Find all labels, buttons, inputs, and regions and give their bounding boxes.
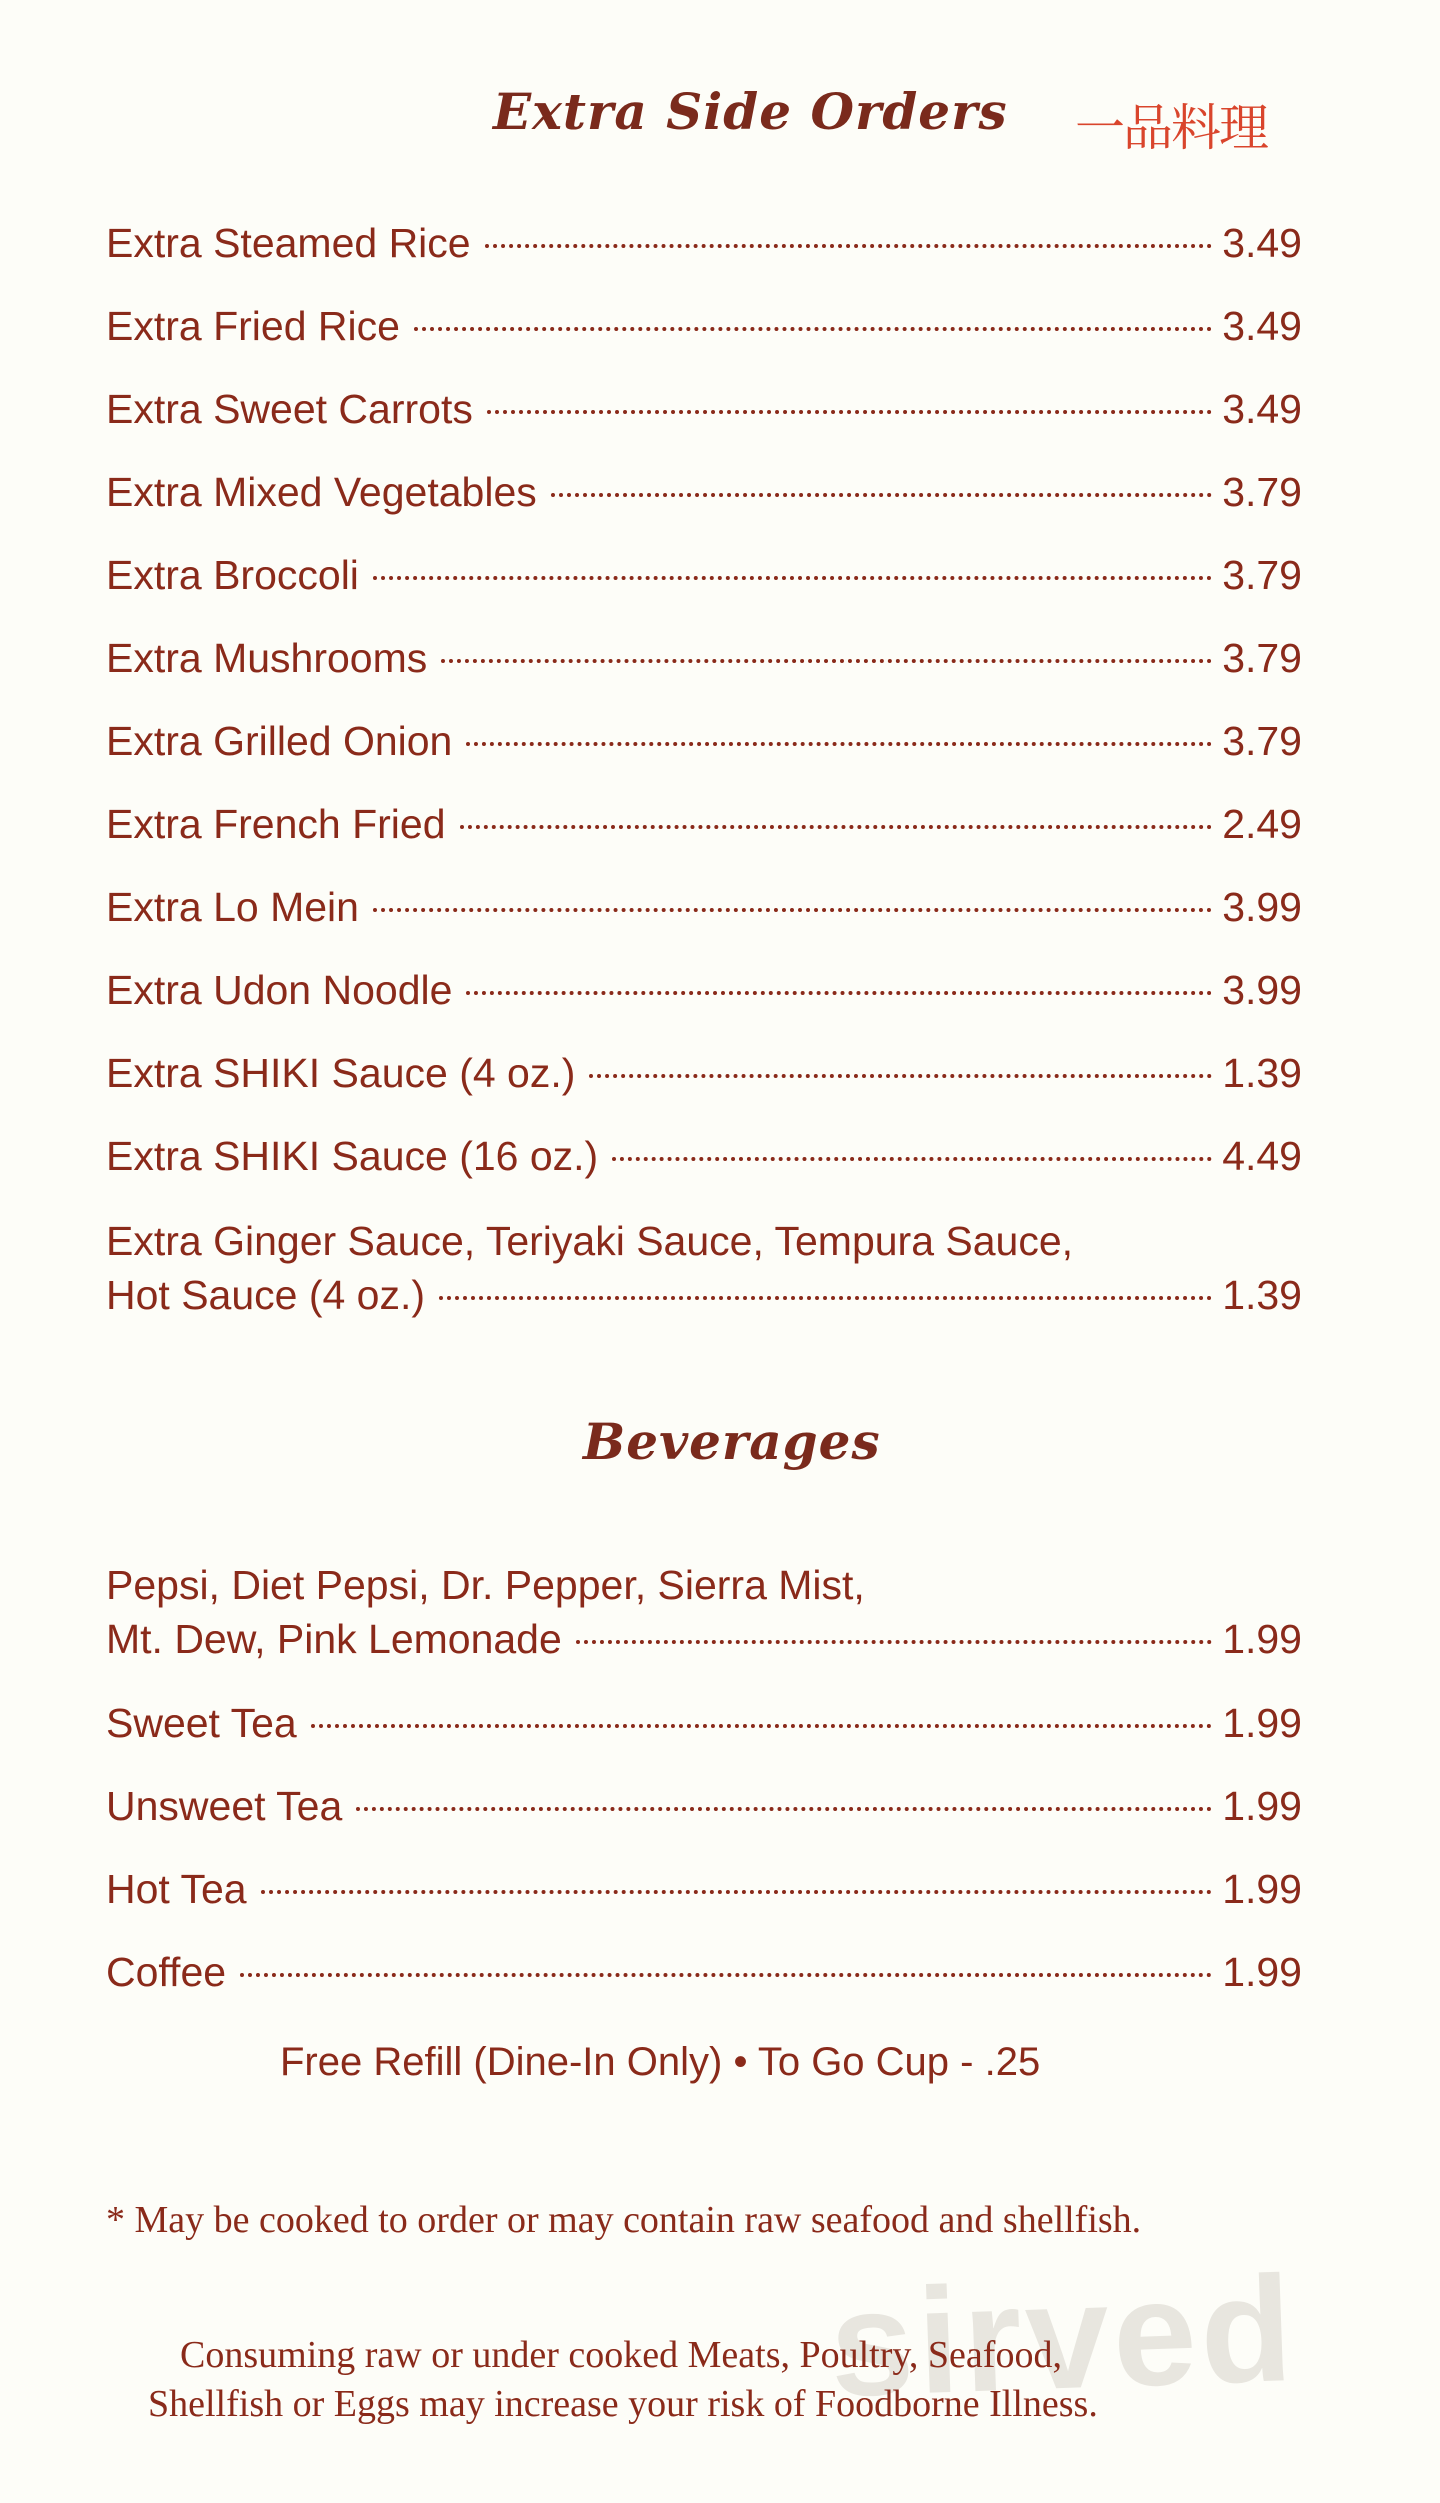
item-description-line: Extra Ginger Sauce, Teriyaki Sauce, Tempura Sauce,: [106, 1218, 1074, 1264]
dot-leader: [414, 327, 1212, 331]
dot-leader: [441, 659, 1212, 663]
item-name: Extra Mixed Vegetables: [106, 469, 537, 515]
item-price: 1.99: [1222, 1783, 1302, 1829]
foodborne-warning-line2: Shellfish or Eggs may increase your risk of Foodborne Illness.: [148, 2383, 1098, 2425]
dot-leader: [466, 991, 1212, 995]
item-name: Hot Sauce (4 oz.): [106, 1272, 426, 1318]
item-price: 1.99: [1222, 1866, 1302, 1912]
menu-item: [106, 967, 1302, 1014]
item-price: 3.79: [1222, 469, 1302, 515]
item-price: 1.99: [1222, 1616, 1302, 1662]
raw-seafood-notice: * May be cooked to order or may contain raw seafood and shellfish.: [106, 2199, 1142, 2241]
dot-leader: [551, 493, 1212, 497]
menu-item: [106, 303, 1302, 350]
menu-item: [106, 1700, 1302, 1747]
item-price: 1.99: [1222, 1700, 1302, 1746]
dot-leader: [460, 825, 1213, 829]
item-name: Extra Sweet Carrots: [106, 386, 473, 432]
menu-item: [106, 1050, 1302, 1097]
menu-item: [106, 884, 1302, 931]
dot-leader: [612, 1157, 1212, 1161]
menu-item: [106, 1272, 1302, 1319]
refill-note: Free Refill (Dine-In Only) • To Go Cup - .25: [280, 2040, 1041, 2084]
menu-item: [106, 1866, 1302, 1913]
item-price: 2.49: [1222, 801, 1302, 847]
menu-item: [106, 220, 1302, 267]
item-price: 4.49: [1222, 1133, 1302, 1179]
item-name: Extra Grilled Onion: [106, 718, 453, 764]
item-price: 3.79: [1222, 552, 1302, 598]
menu-item: [106, 1949, 1302, 1996]
menu-item: [106, 552, 1302, 599]
item-name: Extra Steamed Rice: [106, 220, 471, 266]
item-name: Extra French Fried: [106, 801, 446, 847]
menu-item: [106, 718, 1302, 765]
menu-item: [106, 801, 1302, 848]
menu-item: [106, 469, 1302, 516]
item-price: 3.49: [1222, 303, 1302, 349]
item-name: Mt. Dew, Pink Lemonade: [106, 1616, 562, 1662]
item-price: 1.39: [1222, 1272, 1302, 1318]
menu-item: [106, 386, 1302, 433]
menu-item: [106, 1783, 1302, 1830]
menu-item: [106, 1133, 1302, 1180]
item-name: Extra SHIKI Sauce (4 oz.): [106, 1050, 576, 1096]
dot-leader: [240, 1973, 1212, 1977]
dot-leader: [439, 1296, 1212, 1300]
item-name: Extra Fried Rice: [106, 303, 400, 349]
menu-item: [106, 635, 1302, 682]
item-name: Extra SHIKI Sauce (16 oz.): [106, 1133, 599, 1179]
dot-leader: [373, 576, 1212, 580]
menu-item: [106, 1616, 1302, 1663]
dot-leader: [373, 908, 1212, 912]
item-price: 3.99: [1222, 967, 1302, 1013]
item-name: Hot Tea: [106, 1866, 247, 1912]
item-name: Unsweet Tea: [106, 1783, 343, 1829]
dot-leader: [589, 1074, 1212, 1078]
item-name: Sweet Tea: [106, 1700, 297, 1746]
side-orders-title: Extra Side Orders: [493, 82, 1008, 141]
item-price: 3.99: [1222, 884, 1302, 930]
item-price: 3.79: [1222, 718, 1302, 764]
item-description-line: Pepsi, Diet Pepsi, Dr. Pepper, Sierra Mist,: [106, 1562, 865, 1608]
dot-leader: [487, 410, 1212, 414]
item-name: Extra Broccoli: [106, 552, 359, 598]
item-name: Extra Mushrooms: [106, 635, 428, 681]
item-name: Extra Udon Noodle: [106, 967, 453, 1013]
dot-leader: [485, 244, 1213, 248]
foodborne-warning-line1: Consuming raw or under cooked Meats, Poultry, Seafood,: [180, 2334, 1062, 2376]
item-price: 3.79: [1222, 635, 1302, 681]
dot-leader: [261, 1890, 1213, 1894]
item-name: Coffee: [106, 1949, 227, 1995]
cjk-title: 一品料理: [1075, 99, 1267, 157]
sirved-watermark: sirved: [827, 2243, 1299, 2429]
dot-leader: [356, 1807, 1212, 1811]
item-price: 3.49: [1222, 386, 1302, 432]
beverages-title: Beverages: [583, 1412, 881, 1471]
item-price: 1.39: [1222, 1050, 1302, 1096]
item-price: 3.49: [1222, 220, 1302, 266]
dot-leader: [466, 742, 1212, 746]
item-price: 1.99: [1222, 1949, 1302, 1995]
item-name: Extra Lo Mein: [106, 884, 359, 930]
dot-leader: [311, 1724, 1212, 1728]
dot-leader: [576, 1640, 1212, 1644]
